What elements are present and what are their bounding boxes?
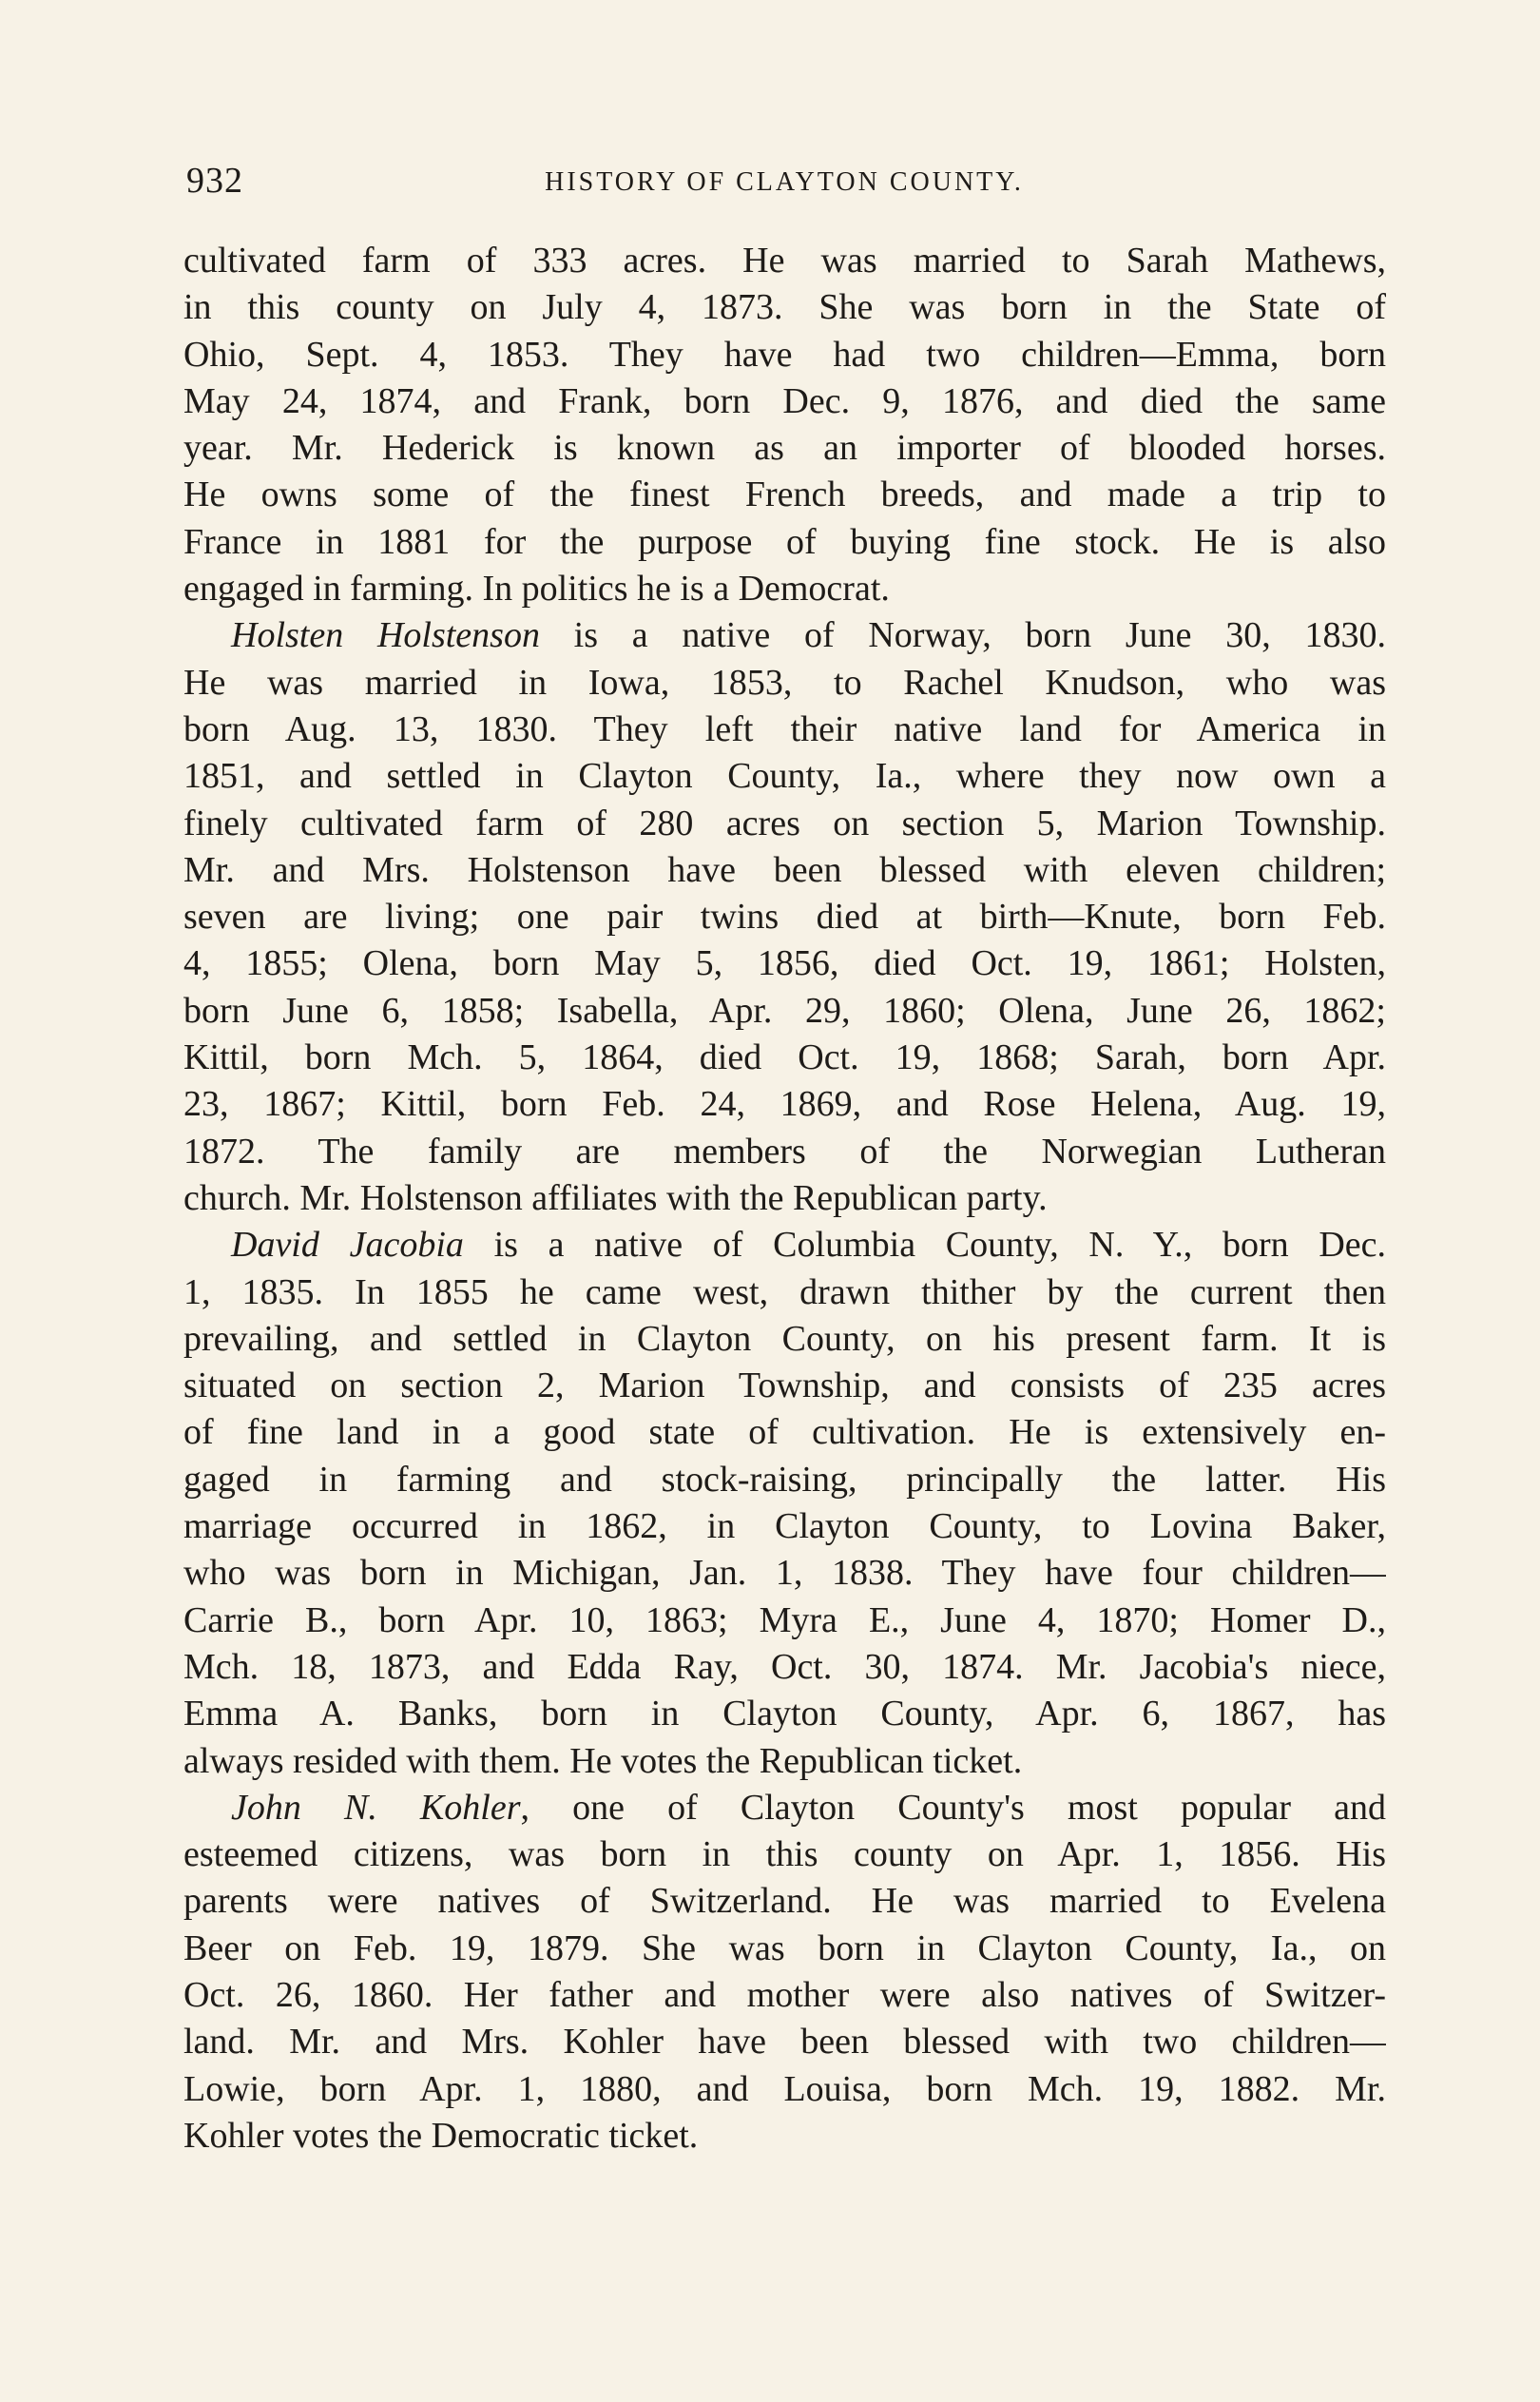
text-fragment: , one of Clayton County's most popular and (520, 1787, 1386, 1828)
paragraph-hederick-continuation (183, 238, 1386, 612)
text-line: Carrie B., born Apr. 10, 1863; Myra E., June 4, 1870; Homer D., (183, 1599, 1386, 1640)
paragraph-first-line (183, 612, 1386, 659)
text-line: of fine land in a good state of cultivation. He is extensively en- (183, 1412, 1386, 1453)
text-line: May 24, 1874, and Frank, born Dec. 9, 1876, and died the same (183, 380, 1386, 421)
text-line: born June 6, 1858; Isabella, Apr. 29, 1860; Olena, June 26, 1862; (183, 990, 1386, 1031)
page-number: 932 (186, 161, 243, 201)
text-line: France in 1881 for the purpose of buying fine stock. He is also (183, 521, 1386, 562)
text-line: church. Mr. Holstenson affiliates with the Republican party. (183, 1177, 1048, 1218)
text-line: Kohler votes the Democratic ticket. (183, 2115, 699, 2156)
biography-name: John N. Kohler (231, 1787, 521, 1828)
text-line: Lowie, born Apr. 1, 1880, and Louisa, born Mch. 19, 1882. Mr. (183, 2068, 1386, 2109)
paragraph-first-line (183, 1785, 1386, 1831)
text-line: 4, 1855; Olena, born May 5, 1856, died Oct. 19, 1861; Holsten, (183, 943, 1386, 984)
text-line: esteemed citizens, was born in this county on Apr. 1, 1856. His (183, 1834, 1386, 1875)
text-fragment: is a native of Columbia County, N. Y., born Dec. (463, 1225, 1386, 1266)
biography-name: Holsten Holstenson (231, 615, 540, 656)
text-line: Kittil, born Mch. 5, 1864, died Oct. 19, 1868; Sarah, born Apr. (183, 1037, 1386, 1078)
text-line: in this county on July 4, 1873. She was born in the State of (183, 287, 1386, 328)
text-line: gaged in farming and stock-raising, principally the latter. His (183, 1459, 1386, 1500)
text-line: 1851, and settled in Clayton County, Ia., where they now own a (183, 756, 1386, 797)
text-line: parents were natives of Switzerland. He was married to Evelena (183, 1881, 1386, 1922)
text-line: land. Mr. and Mrs. Kohler have been blessed with two children— (183, 2022, 1386, 2063)
biography-name: David Jacobia (231, 1225, 464, 1266)
text-line: Mch. 18, 1873, and Edda Ray, Oct. 30, 1874. Mr. Jacobia's niece, (183, 1646, 1386, 1687)
text-line: 1872. The family are members of the Norwegian Lutheran (183, 1131, 1386, 1172)
text-line: Oct. 26, 1860. Her father and mother were also natives of Switzer- (183, 1974, 1386, 2015)
text-line: prevailing, and settled in Clayton County, on his present farm. It is (183, 1318, 1386, 1359)
text-line: who was born in Michigan, Jan. 1, 1838. They have four children— (183, 1553, 1386, 1594)
text-line: situated on section 2, Marion Township, and consists of 235 acres (183, 1366, 1386, 1406)
text-line: Beer on Feb. 19, 1879. She was born in Clayton County, Ia., on (183, 1927, 1386, 1968)
text-line: Emma A. Banks, born in Clayton County, Apr. 6, 1867, has (183, 1694, 1386, 1734)
running-title: HISTORY OF CLAYTON COUNTY. (545, 167, 1024, 197)
page-header (186, 160, 1382, 207)
paragraph-first-line (183, 1222, 1386, 1269)
text-line: Ohio, Sept. 4, 1853. They have had two children—Emma, born (183, 334, 1386, 375)
body-text (183, 238, 1386, 2160)
text-line: He was married in Iowa, 1853, to Rachel Knudson, who was (183, 662, 1386, 703)
paragraph-kohler (183, 1785, 1386, 2160)
text-line: cultivated farm of 333 acres. He was married to Sarah Mathews, (183, 241, 1386, 281)
text-line: Mr. and Mrs. Holstenson have been blessed with eleven children; (183, 849, 1386, 890)
text-line: seven are living; one pair twins died at birth—Knute, born Feb. (183, 897, 1386, 938)
text-line: 1, 1835. In 1855 he came west, drawn thither by the current then (183, 1271, 1386, 1312)
text-line: 23, 1867; Kittil, born Feb. 24, 1869, and Rose Helena, Aug. 19, (183, 1084, 1386, 1125)
text-line: engaged in farming. In politics he is a Democrat. (183, 569, 890, 610)
text-line: finely cultivated farm of 280 acres on section 5, Marion Township. (183, 803, 1386, 843)
text-line: He owns some of the finest French breeds, and made a trip to (183, 475, 1386, 515)
paragraph-holstenson (183, 612, 1386, 1222)
text-line: year. Mr. Hederick is known as an importer of blooded horses. (183, 428, 1386, 469)
paragraph-jacobia (183, 1222, 1386, 1785)
text-fragment: is a native of Norway, born June 30, 1830. (539, 615, 1386, 656)
text-line: marriage occurred in 1862, in Clayton County, to Lovina Baker, (183, 1506, 1386, 1547)
text-line: always resided with them. He votes the Republican ticket. (183, 1740, 1023, 1781)
text-line: born Aug. 13, 1830. They left their native land for America in (183, 708, 1386, 749)
